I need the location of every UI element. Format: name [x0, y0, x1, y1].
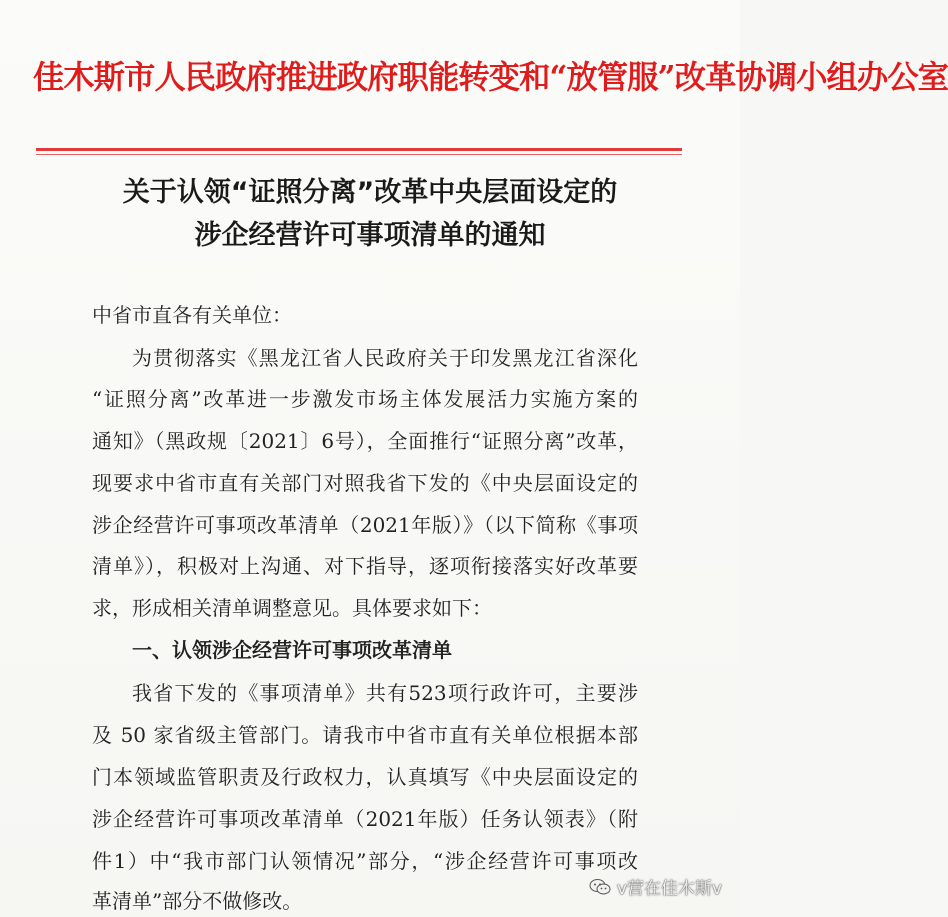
body-line: “证照分离”改革进一步激发市场主体发展活力实施方案的 [92, 387, 638, 411]
document-title-line-1: 关于认领“证照分离”改革中央层面设定的 [122, 177, 618, 208]
body-line: 为贯彻落实《黑龙江省人民政府关于印发黑龙江省深化 [132, 346, 638, 370]
document-title-line-2: 涉企经营许可事项清单的通知 [194, 220, 546, 251]
body-line: 现要求中省市直有关部门对照我省下发的《中央层面设定的 [92, 471, 638, 495]
watermark [589, 874, 722, 899]
body-line: 门本领域监管职责及行政权力，认真填写《中央层面设定的 [92, 765, 638, 789]
body-line: 涉企经营许可事项改革清单（2021年版）》（以下简称《事项 [92, 513, 638, 537]
body-line: 及 50 家省级主管部门。请我市中省市直有关单位根据本部 [92, 723, 638, 747]
wechat-icon [589, 878, 611, 896]
header-rule-thin [36, 154, 682, 155]
body-line: 件1）中“我市部门认领情况”部分，“涉企经营许可事项改 [92, 849, 638, 873]
body-line: 我省下发的《事项清单》共有523项行政许可，主要涉 [132, 681, 638, 705]
header-rule-thick [36, 148, 682, 151]
section-heading: 一、认领涉企经营许可事项改革清单 [132, 638, 452, 662]
salutation: 中省市直各有关单位： [92, 303, 292, 327]
body-line: 涉企经营许可事项改革清单（2021年版）任务认领表》（附 [92, 807, 638, 831]
issuer-header: 佳木斯市人民政府推进政府职能转变和“放管服”改革协调小组办公室 [32, 58, 948, 96]
body-line: 革清单”部分不做修改。 [92, 889, 303, 913]
watermark-text: v营在佳木斯v [616, 879, 722, 899]
body-line: 通知》（黑政规〔2021〕6号），全面推行“证照分离”改革， [92, 429, 638, 453]
body-line: 求，形成相关清单调整意见。具体要求如下： [92, 596, 492, 620]
body-line: 清单》），积极对上沟通、对下指导，逐项衔接落实好改革要 [92, 554, 638, 578]
